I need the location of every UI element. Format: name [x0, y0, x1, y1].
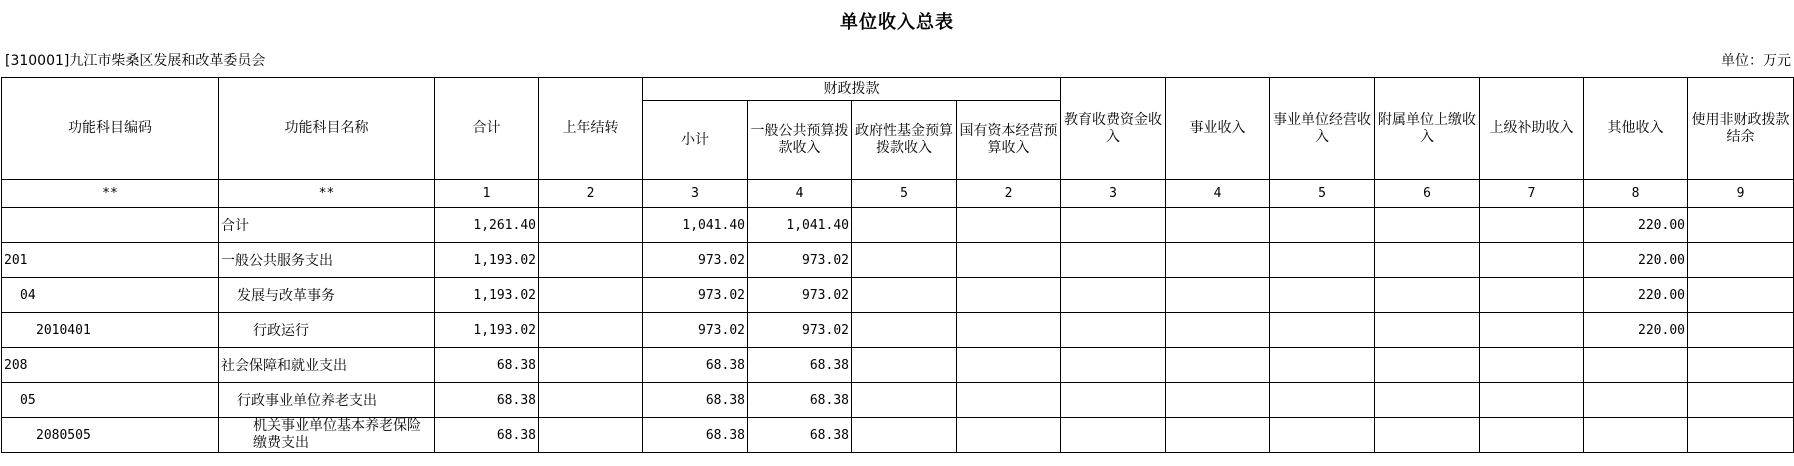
cell-nonfiscal-balance	[1688, 278, 1794, 313]
index-cell: 4	[1166, 180, 1270, 208]
cell-nonfiscal-balance	[1688, 313, 1794, 348]
index-cell: 5	[852, 180, 957, 208]
cell-gov-fund	[852, 383, 957, 418]
cell-name: 一般公共服务支出	[219, 243, 435, 278]
index-cell: 2	[957, 180, 1061, 208]
cell-subtotal: 68.38	[643, 383, 748, 418]
cell-nonfiscal-balance	[1688, 208, 1794, 243]
cell-code: 04	[2, 278, 219, 313]
cell-general-budget: 973.02	[748, 278, 852, 313]
cell-state-capital	[957, 208, 1061, 243]
header-carryover: 上年结转	[539, 78, 643, 180]
report-title: 单位收入总表	[840, 12, 954, 33]
unit-of-measure: 单位：万元	[1721, 53, 1791, 69]
cell-general-budget: 68.38	[748, 418, 852, 453]
cell-total: 1,261.40	[435, 208, 539, 243]
cell-subtotal: 973.02	[643, 313, 748, 348]
cell-operating-income	[1270, 383, 1375, 418]
cell-other-income	[1584, 383, 1688, 418]
cell-state-capital	[957, 348, 1061, 383]
cell-operating-income	[1270, 208, 1375, 243]
cell-operating-income	[1270, 243, 1375, 278]
cell-carryover	[539, 418, 643, 453]
cell-total: 68.38	[435, 383, 539, 418]
cell-operating-income	[1270, 313, 1375, 348]
cell-carryover	[539, 208, 643, 243]
cell-operating-income	[1270, 348, 1375, 383]
header-subtotal: 小计	[643, 101, 748, 180]
cell-affiliate-income	[1375, 278, 1480, 313]
cell-superior-subsidy	[1480, 348, 1584, 383]
cell-general-budget: 973.02	[748, 243, 852, 278]
cell-business-income	[1166, 243, 1270, 278]
cell-affiliate-income	[1375, 313, 1480, 348]
header-name: 功能科目名称	[219, 78, 435, 180]
index-cell: 7	[1480, 180, 1584, 208]
cell-nonfiscal-balance	[1688, 348, 1794, 383]
index-cell: 4	[748, 180, 852, 208]
cell-superior-subsidy	[1480, 278, 1584, 313]
cell-name: 发展与改革事务	[219, 278, 435, 313]
cell-superior-subsidy	[1480, 418, 1584, 453]
header-gov-fund: 政府性基金预算拨款收入	[852, 101, 957, 180]
cell-subtotal: 68.38	[643, 348, 748, 383]
index-cell: **	[219, 180, 435, 208]
cell-other-income	[1584, 418, 1688, 453]
cell-total: 1,193.02	[435, 243, 539, 278]
index-cell: 5	[1270, 180, 1375, 208]
header-nonfiscal-balance: 使用非财政拨款结余	[1688, 78, 1794, 180]
cell-subtotal: 1,041.40	[643, 208, 748, 243]
cell-code	[2, 208, 219, 243]
table-row	[2, 313, 1794, 348]
cell-subtotal: 68.38	[643, 418, 748, 453]
cell-affiliate-income	[1375, 208, 1480, 243]
cell-name: 社会保障和就业支出	[219, 348, 435, 383]
cell-subtotal: 973.02	[643, 243, 748, 278]
cell-edu-fee	[1061, 348, 1166, 383]
cell-general-budget: 1,041.40	[748, 208, 852, 243]
cell-carryover	[539, 383, 643, 418]
cell-gov-fund	[852, 418, 957, 453]
index-cell: 3	[1061, 180, 1166, 208]
index-cell: **	[2, 180, 219, 208]
table-row	[2, 243, 1794, 278]
cell-edu-fee	[1061, 243, 1166, 278]
cell-gov-fund	[852, 278, 957, 313]
index-cell: 9	[1688, 180, 1794, 208]
cell-nonfiscal-balance	[1688, 383, 1794, 418]
cell-edu-fee	[1061, 418, 1166, 453]
cell-gov-fund	[852, 348, 957, 383]
cell-total: 1,193.02	[435, 278, 539, 313]
header-state-capital: 国有资本经营预算收入	[957, 101, 1061, 180]
cell-nonfiscal-balance	[1688, 243, 1794, 278]
cell-operating-income	[1270, 418, 1375, 453]
cell-business-income	[1166, 418, 1270, 453]
cell-other-income	[1584, 348, 1688, 383]
index-cell: 2	[539, 180, 643, 208]
header-affiliate-income: 附属单位上缴收入	[1375, 78, 1480, 180]
cell-business-income	[1166, 313, 1270, 348]
cell-carryover	[539, 313, 643, 348]
cell-general-budget: 973.02	[748, 313, 852, 348]
cell-nonfiscal-balance	[1688, 418, 1794, 453]
cell-business-income	[1166, 383, 1270, 418]
cell-general-budget: 68.38	[748, 383, 852, 418]
cell-subtotal: 973.02	[643, 278, 748, 313]
cell-superior-subsidy	[1480, 208, 1584, 243]
cell-business-income	[1166, 348, 1270, 383]
header-business-income: 事业收入	[1166, 78, 1270, 180]
cell-affiliate-income	[1375, 243, 1480, 278]
cell-state-capital	[957, 418, 1061, 453]
table-row	[2, 418, 1794, 453]
cell-other-income: 220.00	[1584, 208, 1688, 243]
header-superior-subsidy: 上级补助收入	[1480, 78, 1584, 180]
table-row	[2, 278, 1794, 313]
cell-edu-fee	[1061, 313, 1166, 348]
header-operating-income: 事业单位经营收入	[1270, 78, 1375, 180]
index-cell: 3	[643, 180, 748, 208]
cell-superior-subsidy	[1480, 313, 1584, 348]
table-row-total	[2, 208, 1794, 243]
cell-name	[219, 418, 435, 453]
index-cell: 8	[1584, 180, 1688, 208]
unit-name: [310001]九江市柴桑区发展和改革委员会	[5, 53, 266, 69]
cell-gov-fund	[852, 243, 957, 278]
cell-edu-fee	[1061, 208, 1166, 243]
cell-superior-subsidy	[1480, 243, 1584, 278]
cell-total: 68.38	[435, 348, 539, 383]
cell-code: 05	[2, 383, 219, 418]
header-other-income: 其他收入	[1584, 78, 1688, 180]
cell-business-income	[1166, 208, 1270, 243]
header-fiscal-group: 财政拨款	[643, 78, 1061, 101]
cell-edu-fee	[1061, 383, 1166, 418]
table-row	[2, 348, 1794, 383]
header-edu-fee: 教育收费资金收入	[1061, 78, 1166, 180]
cell-superior-subsidy	[1480, 383, 1584, 418]
cell-name: 行政事业单位养老支出	[219, 383, 435, 418]
index-cell: 6	[1375, 180, 1480, 208]
cell-state-capital	[957, 313, 1061, 348]
cell-carryover	[539, 348, 643, 383]
cell-code: 208	[2, 348, 219, 383]
cell-state-capital	[957, 383, 1061, 418]
cell-carryover	[539, 278, 643, 313]
index-row	[2, 180, 1794, 208]
income-summary-table	[1, 77, 1794, 453]
cell-code: 2080505	[2, 418, 219, 453]
cell-state-capital	[957, 243, 1061, 278]
cell-code: 2010401	[2, 313, 219, 348]
cell-gov-fund	[852, 208, 957, 243]
cell-total: 1,193.02	[435, 313, 539, 348]
cell-carryover	[539, 243, 643, 278]
cell-other-income: 220.00	[1584, 243, 1688, 278]
cell-business-income	[1166, 278, 1270, 313]
cell-name: 合计	[219, 208, 435, 243]
cell-other-income: 220.00	[1584, 313, 1688, 348]
index-cell: 1	[435, 180, 539, 208]
table-row	[2, 383, 1794, 418]
cell-affiliate-income	[1375, 348, 1480, 383]
cell-name: 行政运行	[219, 313, 435, 348]
cell-other-income: 220.00	[1584, 278, 1688, 313]
cell-affiliate-income	[1375, 383, 1480, 418]
cell-state-capital	[957, 278, 1061, 313]
cell-edu-fee	[1061, 278, 1166, 313]
cell-total: 68.38	[435, 418, 539, 453]
cell-operating-income	[1270, 278, 1375, 313]
cell-name-text: 机关事业单位基本养老保险缴费支出	[253, 418, 421, 451]
cell-general-budget: 68.38	[748, 348, 852, 383]
cell-code: 201	[2, 243, 219, 278]
header-total: 合计	[435, 78, 539, 180]
header-general-budget: 一般公共预算拨款收入	[748, 101, 852, 180]
cell-gov-fund	[852, 313, 957, 348]
cell-affiliate-income	[1375, 418, 1480, 453]
header-code: 功能科目编码	[2, 78, 219, 180]
